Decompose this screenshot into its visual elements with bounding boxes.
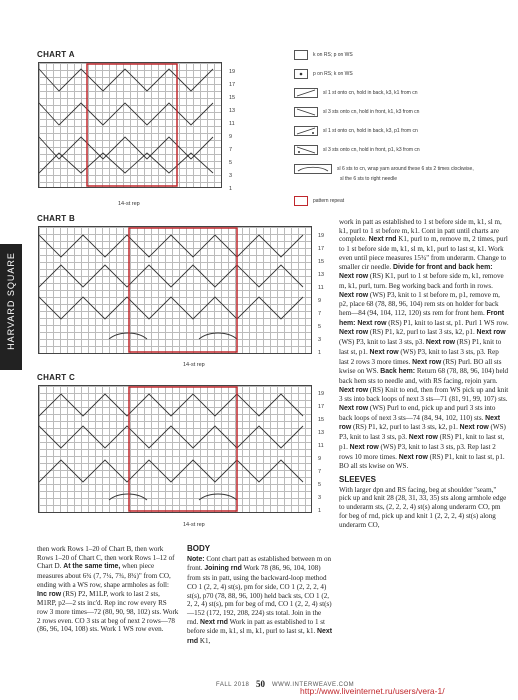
chart-a-repeat-label: 14-st rep: [118, 201, 140, 207]
key-item: sl 3 sts onto cn, hold in front, k1, k3 from cn: [294, 107, 419, 117]
key-item: k on RS; p on WS: [294, 50, 353, 60]
row-number: 15: [229, 95, 236, 101]
chart-a-cables: [39, 63, 221, 187]
chart-b-row-numbers: [318, 234, 330, 358]
row-number: 1: [229, 186, 233, 192]
row-number: 3: [318, 337, 322, 343]
row-number: 17: [318, 246, 325, 252]
paragraph: Note: Cont chart patt as established between m on front. Joining rnd Work 78 (86, 96, 104, 108) from sts in patt, using the backward-loop method CO 1 (2, 2, 4) st(s), pm for side, CO 1 (2, 2, 2, 4) st(s), p70 (78, 88, 96, 100) held back sts, CO 1 (2, 2, 2, 4) st(s), pm for beg of rnd, CO 1 (2, 2, 4) st(s)—152 (172, 192, 208, 224) sts total. Join in the rnd. Next rnd Work in patt as established to 1 st before side m, k1, sl m, k1, purl to last st, k1. Next rnd K1,: [187, 554, 332, 646]
instructions-left-column: [37, 545, 179, 634]
body-heading: BODY: [187, 544, 211, 553]
row-number: 7: [318, 469, 322, 475]
right-cross-cable-icon: [294, 88, 318, 98]
key-item: sl the 6 sts to right needle: [340, 176, 397, 182]
chart-b-repeat-label: 14-st rep: [183, 362, 205, 368]
row-number: 17: [318, 404, 325, 410]
row-number: 9: [318, 456, 322, 462]
row-number: 1: [318, 508, 322, 514]
key-item: sl 3 sts onto cn, hold in front, p1, k3 from cn: [294, 145, 420, 155]
section-tab-label: HARVARD SQUARE: [6, 252, 16, 350]
row-number: 15: [318, 259, 325, 265]
left-purl-cable-icon: [294, 145, 318, 155]
row-number: 13: [229, 108, 236, 114]
instructions-body-column: [187, 545, 333, 647]
row-number: 19: [318, 233, 325, 239]
row-number: 11: [318, 443, 324, 449]
left-cross-cable-icon: [294, 107, 318, 117]
sleeves-heading: SLEEVES: [339, 474, 376, 484]
key-item: sl 1 st onto cn, hold in back, k3, k1 from cn: [294, 88, 418, 98]
pattern-repeat-icon: [294, 196, 308, 206]
chart-c-grid: [38, 385, 312, 513]
row-number: 9: [229, 134, 233, 140]
paragraph: then work Rows 1–20 of Chart B, then work Rows 1–20 of Chart C, then work Rows 1–12 of Chart D. At the same time, when piece measures about 6¾ (7, 7¼, 7¾, 8¾)" from CO, ending with a WS row, shape armholes as foll: Inc row (RS) P2, M1LP, work to last 2 sts, M1RP, p2—2 sts inc'd. Rep inc row every RS row 3 more times—72 (80, 90, 98, 102) sts. Work 2 rows even. CO 3 sts at beg of next 2 rows—78 (86, 96, 104, 108) sts. Work 1 WS row even.: [37, 545, 179, 634]
wrap-stitches-icon: [294, 164, 332, 174]
row-number: 7: [318, 311, 322, 317]
row-number: 5: [318, 324, 322, 330]
chart-c-repeat-label: 14-st rep: [183, 522, 205, 528]
paragraph: work in patt as established to 1 st before side m, k1, sl m, k1, purl to 1 st before m, k1. Cont in patt until charts are complete. Next rnd K1, purl to m, remove m, 2 times, purl to 1 st before side m, k1, sl m, k1, purl to last st, k1. Work even until piece measures 15¾" from underarm. Change to smaller cir needle. Divide for front and back hem: Next row (RS) K1, purl to 1 st before side m, k1, remove m, k1, purl, turn. Beg working back and forth in rows. Next row (WS) P3, knit to 1 st before m, p1, remove m, p2, place 68 (78, 88, 96, 104) rem sts on holder for back hem—84 (94, 104, 112, 120) sts rem for front hem. Front hem: Next row (RS) P1, knit to last st, p1. Purl 1 WS row. Next row (RS) P1, k2, purl to last 3 sts, k2, p1. Next row (WS) P3, knit to last 3 sts, p3. Next row (RS) P1, knit to last st, p1. Next row (WS) P3, knit to last 3 sts, p3. Rep last 2 rows 3 more times. Next row (RS) Purl. BO all sts kwise on WS. Back hem: Return 68 (78, 88, 96, 104) held back hem sts to needle and, with RS facing, rejoin yarn. Next row (RS) Knit to end, then from WS pick up and knit 3 sts into back loops of next 3 sts—71 (81, 91, 99, 107) sts. Next row (WS) Purl to end, pick up and purl 3 sts into back loops of next 3 sts—74 (84, 94, 102, 110) sts. Next row (RS) P1, k2, purl to last 3 sts, k2, p1. Next row (WS) P3, knit to last 3 sts, p3. Next row (RS) P1, knit to last st, p1. Next row (WS) P3, knit to last 3 sts, p3. Rep last 2 rows 10 more times. Next row (RS) P1, knit to last st, p1. BO all sts kwise on WS.: [339, 218, 509, 471]
row-number: 3: [229, 173, 233, 179]
watermark-url[interactable]: http://www.liveinternet.ru/users/vera-1/: [300, 686, 445, 696]
chart-b-cables: [39, 227, 311, 353]
row-number: 19: [318, 391, 325, 397]
row-number: 5: [229, 160, 233, 166]
chart-a-row-numbers: [229, 70, 241, 190]
row-number: 17: [229, 82, 236, 88]
right-purl-cable-icon: [294, 126, 318, 136]
row-number: 13: [318, 272, 325, 278]
row-number: 1: [318, 350, 322, 356]
row-number: 19: [229, 69, 236, 75]
row-number: 13: [318, 430, 325, 436]
row-number: 11: [229, 121, 235, 127]
chart-c-cables: [39, 386, 311, 512]
chart-a-grid: [38, 62, 222, 188]
purl-symbol-icon: [294, 69, 308, 79]
chart-b-title: CHART B: [37, 214, 76, 223]
key-item: sl 1 st onto cn, hold in back, k3, p1 from cn: [294, 126, 418, 136]
chart-c-row-numbers: [318, 392, 330, 516]
instructions-right-column: [339, 218, 509, 529]
paragraph: With larger dpn and RS facing, beg at shoulder "seam," pick up and knit 28 (28, 31, 33, 35) sts along armhole edge to underarm sts, (2, 2, 2, 4) st(s) along underarm CO, pm for beg of rnd, pick up and knit 1 (2, 2, 2, 4) st(s) along underarm CO,: [339, 485, 507, 529]
chart-c-title: CHART C: [37, 373, 76, 382]
key-item: p on RS; k on WS: [294, 69, 353, 79]
page-number: 50: [256, 679, 265, 689]
row-number: 11: [318, 285, 324, 291]
row-number: 9: [318, 298, 322, 304]
footer-season: FALL 2018: [216, 682, 250, 688]
row-number: 7: [229, 147, 233, 153]
row-number: 3: [318, 495, 322, 501]
chart-b-grid: [38, 226, 312, 354]
key-item: pattern repeat: [294, 196, 344, 206]
knit-symbol-icon: [294, 50, 308, 60]
key-item: sl 6 sts to cn, wrap yarn around these 6 sts 2 times clockwise,: [294, 164, 474, 174]
section-tab: [0, 244, 22, 370]
row-number: 5: [318, 482, 322, 488]
chart-a-title: CHART A: [37, 50, 75, 59]
footer-website: WWW.INTERWEAVE.COM: [272, 682, 355, 688]
row-number: 15: [318, 417, 325, 423]
